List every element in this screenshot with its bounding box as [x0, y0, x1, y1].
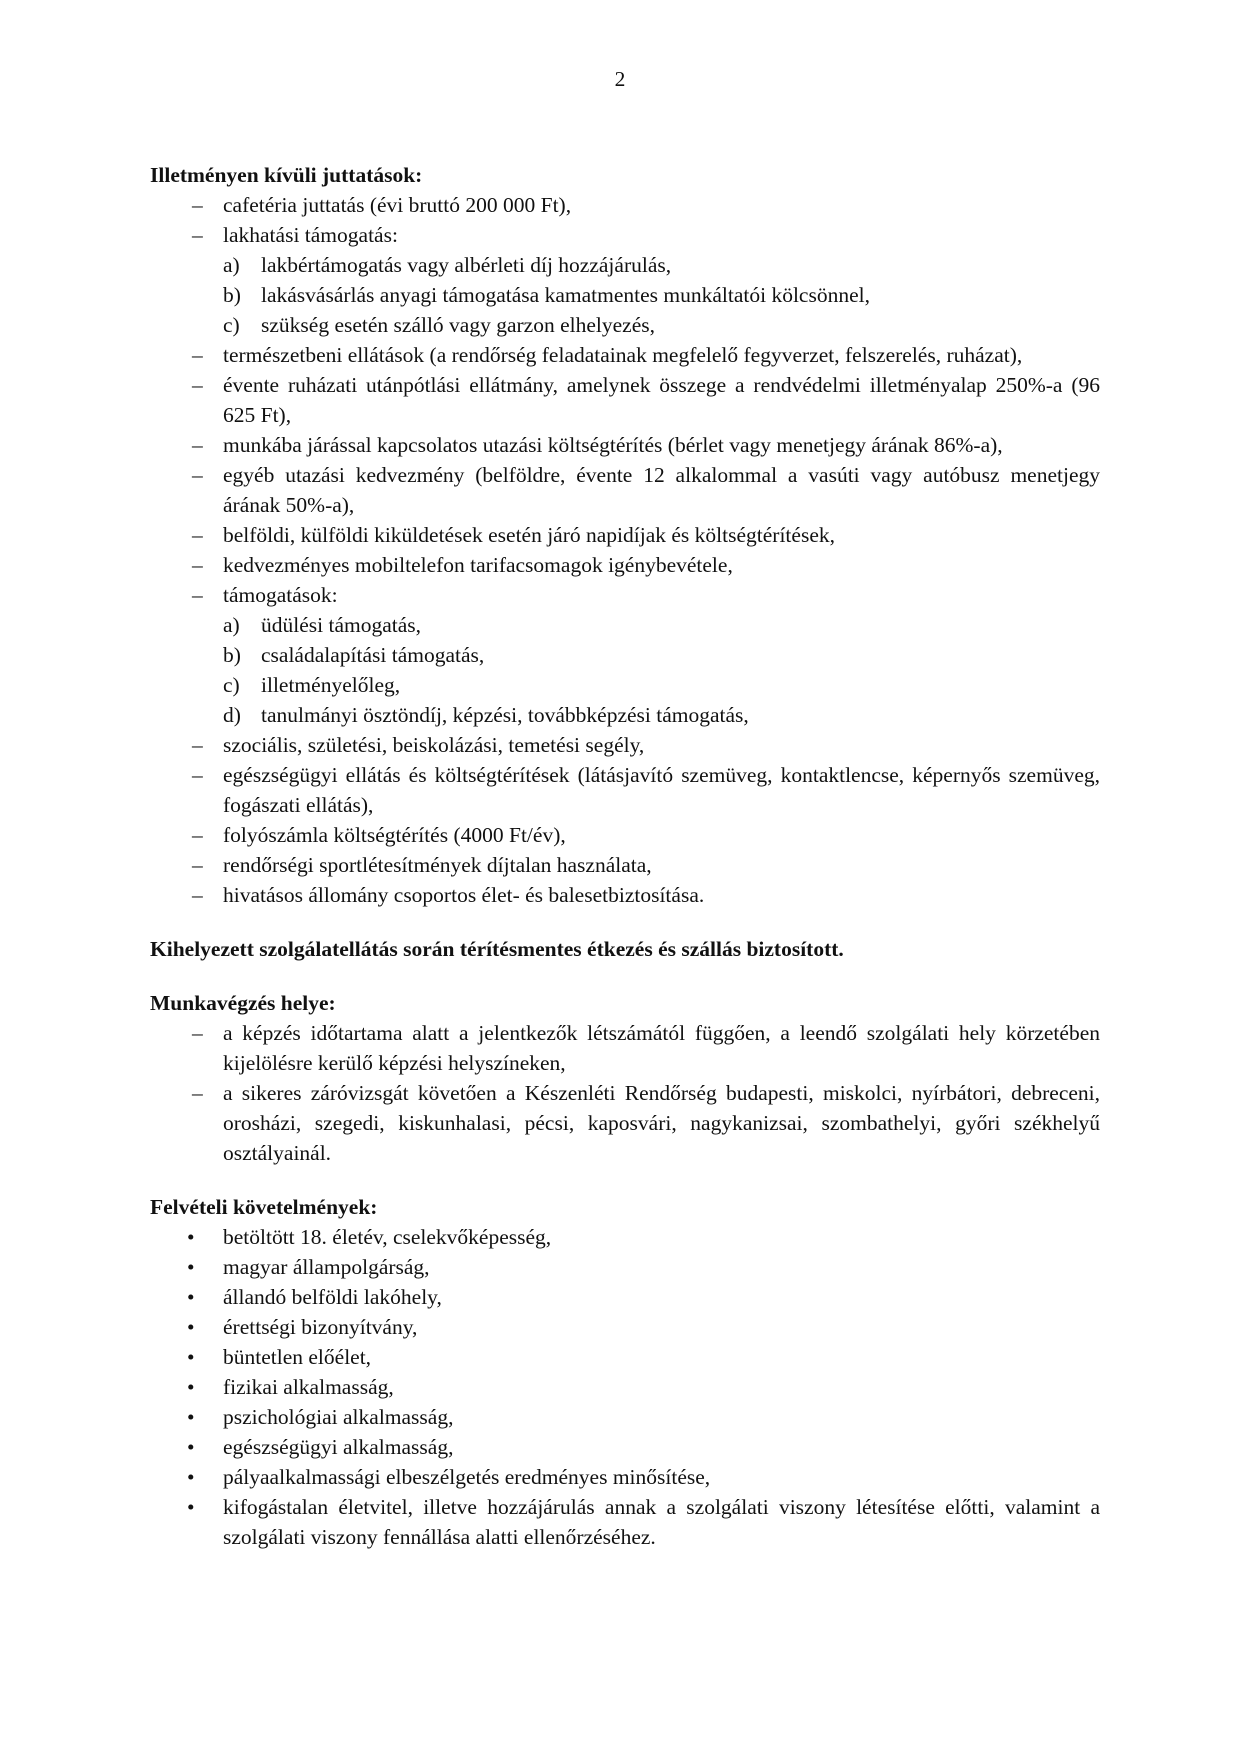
list-item: • kifogástalan életvitel, illetve hozzájárulás annak a szolgálati viszony létesítése előtti, valamint a szolgálati viszony fennállása alatti ellenőrzéséhez.: [150, 1492, 1100, 1552]
list-item: • egészségügyi alkalmasság,: [150, 1432, 1100, 1462]
housing-sublist: [223, 250, 1100, 340]
list-item: • büntetlen előélet,: [150, 1342, 1100, 1372]
sub-list-item: d) tanulmányi ösztöndíj, képzési, továbbképzési támogatás,: [223, 703, 749, 727]
list-item: • fizikai alkalmasság,: [150, 1372, 1100, 1402]
sub-list-item: c) illetményelőleg,: [223, 673, 401, 697]
list-item: – egészségügyi ellátás és költségtérítések (látásjavító szemüveg, kontaktlencse, képernyős szemüveg, fogászati ellátás),: [150, 760, 1100, 820]
sub-list-item: b) lakásvásárlás anyagi támogatása kamatmentes munkáltatói kölcsönnel,: [223, 283, 870, 307]
list-item: – évente ruházati utánpótlási ellátmány, amelynek összege a rendvédelmi illetményalap 250%-a (96 625 Ft),: [150, 370, 1100, 430]
list-item: • érettségi bizonyítvány,: [150, 1312, 1100, 1342]
document-body: [150, 160, 1100, 1552]
page-number: 2: [614, 67, 626, 91]
list-item: – folyószámla költségtérítés (4000 Ft/év),: [150, 820, 1100, 850]
requirements-heading: Felvételi követelmények:: [150, 1195, 378, 1219]
benefits-heading: Illetményen kívüli juttatások:: [150, 163, 423, 187]
requirements-list: [150, 1222, 1100, 1552]
list-item: – támogatások: a) üdülési támogatás, b) családalapítási támogatás, c) illetményelőleg, d) tanulmányi ösztöndíj, képzési, továbbképzési támogatás,: [150, 580, 1100, 730]
list-item: – lakhatási támogatás: a) lakbértámogatás vagy albérleti díj hozzájárulás, b) lakásvásárlás anyagi támogatása kamatmentes munkáltatói kölcsönnel, c) szükség esetén szálló vagy garzon elhelyezés,: [150, 220, 1100, 340]
workplace-list: [150, 1018, 1100, 1168]
benefits-list: [150, 190, 1100, 910]
list-item: • pályaalkalmassági elbeszélgetés eredményes minősítése,: [150, 1462, 1100, 1492]
list-item: – természetbeni ellátások (a rendőrség feladatainak megfelelő fegyverzet, felszerelés, ruházat),: [150, 340, 1100, 370]
sub-list-item: b) családalapítási támogatás,: [223, 643, 485, 667]
list-item: – cafetéria juttatás (évi bruttó 200 000 Ft),: [150, 190, 1100, 220]
list-item: – a képzés időtartama alatt a jelentkezők létszámától függően, a leendő szolgálati hely körzetében kijelölésre kerülő képzési helyszíneken,: [150, 1018, 1100, 1078]
list-item: – hivatásos állomány csoportos élet- és balesetbiztosítása.: [150, 880, 1100, 910]
list-item: – munkába járással kapcsolatos utazási költségtérítés (bérlet vagy menetjegy árának 86%-a),: [150, 430, 1100, 460]
list-item: • magyar állampolgárság,: [150, 1252, 1100, 1282]
support-sublist: [223, 610, 1100, 730]
list-item: – egyéb utazási kedvezmény (belföldre, évente 12 alkalommal a vasúti vagy autóbusz menetjegy árának 50%-a),: [150, 460, 1100, 520]
list-item: – a sikeres záróvizsgát követően a Készenléti Rendőrség budapesti, miskolci, nyírbátori, debreceni, orosházi, szegedi, kiskunhalasi, pécsi, kaposvári, nagykanizsai, szombathelyi, győri székhelyű osztályainál.: [150, 1078, 1100, 1168]
accommodation-note: Kihelyezett szolgálatellátás során térítésmentes étkezés és szállás biztosított.: [150, 937, 844, 961]
list-item: – belföldi, külföldi kiküldetések esetén járó napidíjak és költségtérítések,: [150, 520, 1100, 550]
list-item: • pszichológiai alkalmasság,: [150, 1402, 1100, 1432]
sub-list-item: a) üdülési támogatás,: [223, 613, 422, 637]
list-item: – szociális, születési, beiskolázási, temetési segély,: [150, 730, 1100, 760]
list-item: • betöltött 18. életév, cselekvőképesség,: [150, 1222, 1100, 1252]
list-item: • állandó belföldi lakóhely,: [150, 1282, 1100, 1312]
list-item: – kedvezményes mobiltelefon tarifacsomagok igénybevétele,: [150, 550, 1100, 580]
sub-list-item: a) lakbértámogatás vagy albérleti díj hozzájárulás,: [223, 253, 672, 277]
list-item: – rendőrségi sportlétesítmények díjtalan használata,: [150, 850, 1100, 880]
workplace-heading: Munkavégzés helye:: [150, 991, 336, 1015]
sub-list-item: c) szükség esetén szálló vagy garzon elhelyezés,: [223, 313, 656, 337]
